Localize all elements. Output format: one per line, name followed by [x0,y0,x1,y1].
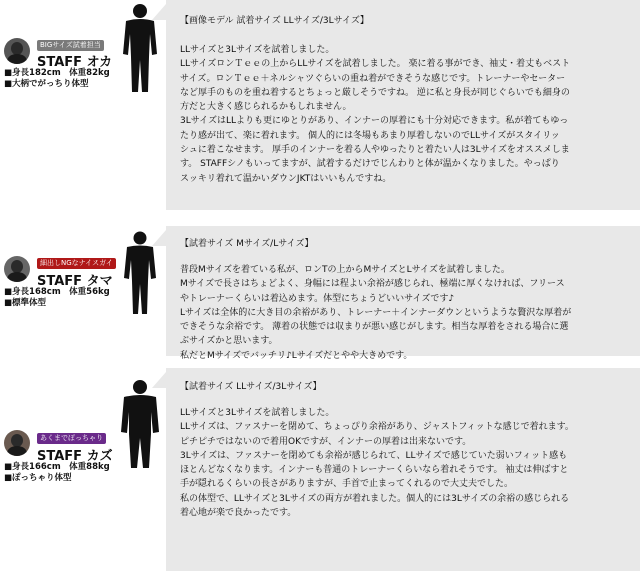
staff-row-kazu [0,368,640,573]
review-line: Mサイズで長さはちょどよく、身幅には程よい余裕が感じられ、極端に厚くなければ、フリース [180,279,565,290]
avatar [4,38,30,64]
review-line: LLサイズロンＴｅｅの上からLLサイズを試着しました。 楽に着る事ができ、袖丈・着丈もベスト [180,59,571,70]
review-bubble [166,226,640,361]
review-body [180,263,632,363]
staff-profile [0,368,170,573]
avatar [4,430,30,456]
review-line: やトレーナーくらいは着込めます。体型にちょうどいいサイズです♪ [180,293,455,304]
review-title: 【画像モデル 試着サイズ LLサイズ/3Lサイズ】 [180,16,369,26]
bubble-tail [152,4,166,20]
review-line: LLサイズと3Lサイズを試着しました。 [180,45,335,55]
review-body [180,43,632,186]
staff-name: STAFF カズ [37,449,113,464]
staff-build: ■標準体型 [4,298,47,308]
staff-build: ■ぽっちゃり体型 [4,473,72,483]
review-line: スッキリ着れて温かいダウンJKTはいいもんですね。 [180,173,392,184]
review-line: サイズ。ロンＴｅｅ＋ネルシャツぐらいの重ね着ができそうな感じです。トレーナーやセーター [180,73,566,84]
review-line: 手が隠れるくらいの長さがありますが、手首で止まってくれるので大丈夫でした。 [180,479,514,490]
staff-profile [0,0,170,212]
review-line: す。 STAFFシノもいってますが、試着するだけでじんわりと体が温かくなりました。やっぱり [180,159,560,170]
review-line: ピチピチではないので着用OKですが、インナーの厚着は出来ないです。 [180,436,472,447]
staff-name: STAFF オカ [37,55,113,70]
review-line: ほとんどなくなります。インナーも普通のトレーナーくらいなら着れそうです。 袖丈は伸ばすと [180,465,569,476]
staff-name: STAFF タマ [37,274,113,289]
staff-row-tama [0,226,640,361]
review-line: 3LサイズはLLよりも更にゆとりがあり、インナーの厚着にも十分対応できます。私が着てもゆっ [180,116,569,127]
review-line: 方だと大きく感じられるかもしれません。 [180,102,352,113]
review-bubble [166,368,640,571]
avatar [4,256,30,282]
review-title: 【試着サイズ LLサイズ/3Lサイズ】 [180,382,322,392]
review-line: Lサイズは全体的に大き目の余裕があり、トレーナー＋インナーダウンというような贅沢な厚着が [180,307,572,318]
review-line: シュに着こなせます。 厚手のインナーを着る人やゆったりと着たい人は3Lサイズをオススメしま [180,145,570,156]
review-line: 私の体型で、LLサイズと3Lサイズの両方が着れました。個人的には3Lサイズの余裕の感じられる [180,493,570,504]
staff-height-weight: ■身長182cm 体重82kg [4,68,110,78]
staff-badge: あくまでぽっちゃり [37,433,106,444]
review-line: 着心地が楽で良かったです。 [180,508,297,519]
review-line: できそうな余裕です。 薄着の状態では収まりが悪い感じがします。相当な厚着をされる場合に選 [180,322,569,333]
staff-row-oka [0,0,640,212]
review-line: LLサイズは、ファスナーを閉めて、ちょっぴり余裕があり、ジャストフィットな感じで着れます。 [180,422,574,433]
staff-height-weight: ■身長166cm 体重88kg [4,462,110,472]
review-line: 3Lサイズは、ファスナーを閉めても余裕が感じられて、LLサイズで感じていた弱いフィット感も [180,450,568,461]
staff-profile [0,226,170,358]
review-line: 私だとMサイズでバッチリ♪Lサイズだとやや大きめです。 [180,350,413,361]
review-line: ぶサイズかと思います。 [180,336,278,347]
review-line: たり感が出て、楽に着れます。 個人的には冬場もあまり厚着しないのでLLサイズがスタイリッ [180,130,560,141]
review-title: 【試着サイズ Mサイズ/Lサイズ】 [180,239,314,249]
review-body [180,406,632,520]
review-line: 普段Mサイズを着ている私が、ロンTの上からMサイズとLサイズを試着しました。 [180,265,510,275]
staff-build: ■大柄でがっちり体型 [4,79,89,89]
review-line: など厚手のものを重ね着するとちょっと厳しそうですね。 逆に私と身長が同じぐらいでも細身の [180,87,570,98]
staff-badge: BIGサイズ試着担当 [37,40,104,51]
review-line: LLサイズと3Lサイズを試着しました。 [180,408,335,418]
bubble-tail [152,230,166,246]
bubble-tail [152,372,166,388]
person-silhouette-icon [118,378,162,470]
staff-badge: 細出しNGなナイスガイ [37,258,116,269]
staff-height-weight: ■身長168cm 体重56kg [4,287,110,297]
review-bubble [166,0,640,210]
